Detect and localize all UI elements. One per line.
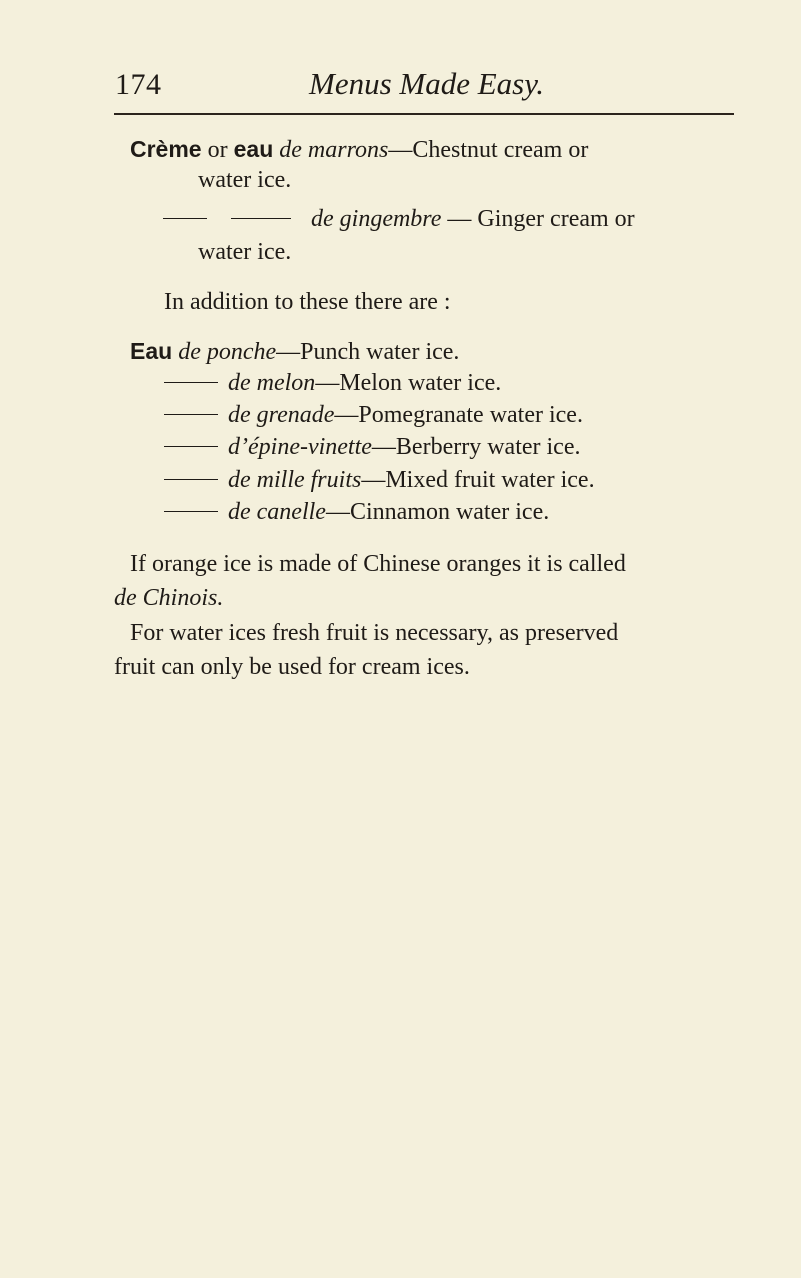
eau-french-name: d’épine-vinette [228,434,372,460]
eau-french-name: de grenade [228,402,335,428]
ditto-dash [164,382,218,384]
eau-french-name: de melon [228,370,316,396]
intro-line: In addition to these there are : [164,289,451,315]
ditto-dash [163,218,207,220]
creme-entry-line-2 [163,205,635,233]
ditto-dash [164,446,218,448]
eau-french-name: de mille fruits [228,467,362,493]
eau-item [164,369,501,397]
creme-english-name: — Ginger cream or [441,206,635,232]
ditto-dash [164,479,218,481]
creme-connector: or [207,137,228,163]
eau-english-name: —Pomegranate water ice. [334,402,583,428]
orange-paragraph-french: de Chinois. [114,585,224,611]
eau-english-name: —Mixed fruit water ice. [361,467,595,493]
eau-item [164,466,595,494]
creme-entry-continuation-1: water ice. [198,167,292,193]
creme-lead: Crème [130,136,202,162]
creme-french-name: de gingembre [311,206,442,232]
page-number: 174 [115,68,162,101]
eau-lead: Eau [130,338,173,364]
ditto-dash [164,511,218,513]
ditto-dash [164,414,218,416]
fresh-fruit-paragraph-line-2: fruit can only be used for cream ices. [114,654,470,680]
running-title: Menus Made Easy. [309,66,545,101]
orange-paragraph-line-1: If orange ice is made of Chinese oranges it is called [130,551,626,577]
eau-english-name: —Cinnamon water ice. [325,499,550,525]
eau-lead: eau [233,136,274,162]
creme-french-name: de marrons [279,137,389,163]
creme-english-name: —Chestnut cream or [388,137,589,163]
eau-item [164,498,549,526]
ditto-dash [231,218,291,220]
eau-french-name: de ponche [178,339,277,365]
eau-english-name: —Melon water ice. [315,370,502,396]
eau-english-name: —Punch water ice. [276,339,460,365]
fresh-fruit-paragraph-line-1: For water ices fresh fruit is necessary, as preserved [130,620,619,646]
creme-entry-continuation-2: water ice. [198,239,292,265]
eau-item [164,433,580,461]
header-rule [114,113,734,115]
creme-entry-line-1 [130,135,588,164]
eau-item [164,401,583,429]
eau-item [130,337,459,366]
eau-english-name: —Berberry water ice. [371,434,581,460]
eau-french-name: de canelle [228,499,326,525]
page-header [115,64,735,104]
